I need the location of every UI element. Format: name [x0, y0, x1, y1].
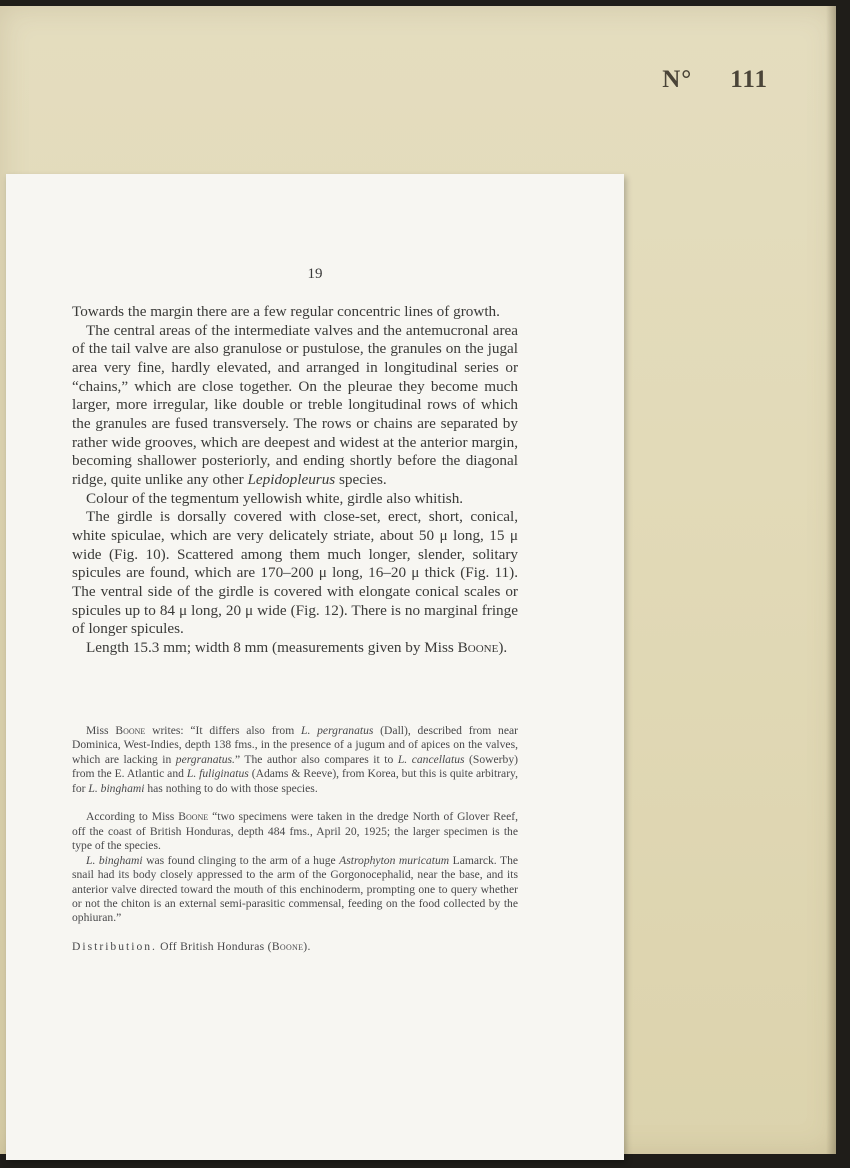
- paragraph-end: species.: [335, 470, 387, 488]
- author-name: Boone: [457, 638, 499, 656]
- note: [72, 854, 518, 926]
- number-value: 111: [730, 66, 768, 93]
- species-name: L. fuliginatus: [186, 767, 249, 781]
- note-text: (Dall), described from near Dominica, West-Indies, depth 138 fms., in the presence of a jugum and of apices on the valves, which are lacking in: [72, 724, 519, 766]
- note-text: writes: “It differs also from: [145, 724, 302, 737]
- note-text: has nothing to do with those species.: [144, 781, 318, 795]
- note-text: Miss: [86, 724, 116, 737]
- note-text: “two specimens were taken in the dredge North of Glover Reef, off the coast of British Honduras, depth 484 fms., April 20, 1925; the larger specimen is the type of the species.: [72, 810, 518, 853]
- note: [72, 810, 518, 853]
- notes-section: [72, 724, 518, 954]
- paragraph: [72, 639, 518, 658]
- main-text: [72, 303, 518, 657]
- page-number: 19: [307, 266, 323, 282]
- paragraph: [72, 322, 518, 490]
- paragraph-end: ).: [498, 638, 508, 656]
- note-text: (Sowerby) from the E. Atlantic and: [72, 752, 518, 781]
- author-name: Boone: [178, 810, 209, 824]
- document-page: [6, 174, 624, 1160]
- species-name: L. cancellatus: [397, 752, 465, 766]
- species-name: pergranatus.: [175, 752, 235, 766]
- note-text: (Adams & Reeve), from Korea, but this is quite arbitrary, for: [72, 767, 518, 795]
- species-name: L. pergranatus: [301, 724, 374, 737]
- note-text: According to Miss: [86, 810, 179, 824]
- note-text: Lamarck. The snail had its body closely appressed to the arm of the Gorgonocephalid, near the base, and its anterior valve directed toward the mouth of this enchinoderm, prompting one to query whether or not the chiton is an external semi-parasitic commensal, feeding on the food collected by the ophiuran.”: [72, 853, 519, 925]
- note-text: ” The author also compares it to: [234, 752, 398, 766]
- note-text: Off British Honduras (: [156, 939, 272, 953]
- genus-name: Lepidopleurus: [247, 470, 336, 488]
- author-name: Boone: [115, 724, 146, 737]
- paragraph: The girdle is dorsally covered with close-set, erect, short, conical, white spiculae, which are very delicately striate, about 50 μ long, 15 μ wide (Fig. 10). Scattered among them much longer, slender, solitary spicules are found, which are 170–200 μ long, 16–20 μ thick (Fig. 11). The ventral side of the girdle is covered with elongate conical scales or spicules up to 84 μ long, 20 μ wide (Fig. 12). There is no marginal fringe of longer spicules.: [72, 508, 518, 638]
- distribution-label: Distribution.: [72, 939, 157, 953]
- catalog-number: [662, 66, 768, 94]
- paragraph: Towards the margin there are a few regular concentric lines of growth.: [72, 303, 500, 320]
- paragraph-text: The central areas of the intermediate valves and the antemucronal area of the tail valve are also granulose or pustulose, the granules on the jugal area very fine, hardly elevated, and arranged in longitudinal series or “chains,” which are close together. On the pleurae they become much larger, more irregular, like double or treble longitudinal rows of which the granules are fused transversely. The rows or chains are separated by rather wide grooves, which are deepest and widest at the anterior margin, becoming shallower posteriorly, and ending shortly before the diagonal ridge, quite unlike any other: [72, 321, 518, 488]
- paragraph-text: Length 15.3 mm; width 8 mm (measurements given by Miss: [86, 638, 454, 656]
- species-name: L. binghami: [86, 853, 143, 867]
- note: [72, 724, 518, 796]
- distribution: [72, 940, 518, 954]
- author-name: Boone: [271, 939, 304, 953]
- species-name: Astrophyton muricatum: [339, 853, 450, 867]
- note-text: was found clinging to the arm of a huge: [142, 853, 340, 867]
- number-sign: N°: [662, 66, 693, 93]
- paragraph: Colour of the tegmentum yellowish white, girdle also whitish.: [86, 489, 464, 507]
- species-name: L. binghami: [88, 781, 145, 795]
- note-text: ).: [303, 939, 311, 953]
